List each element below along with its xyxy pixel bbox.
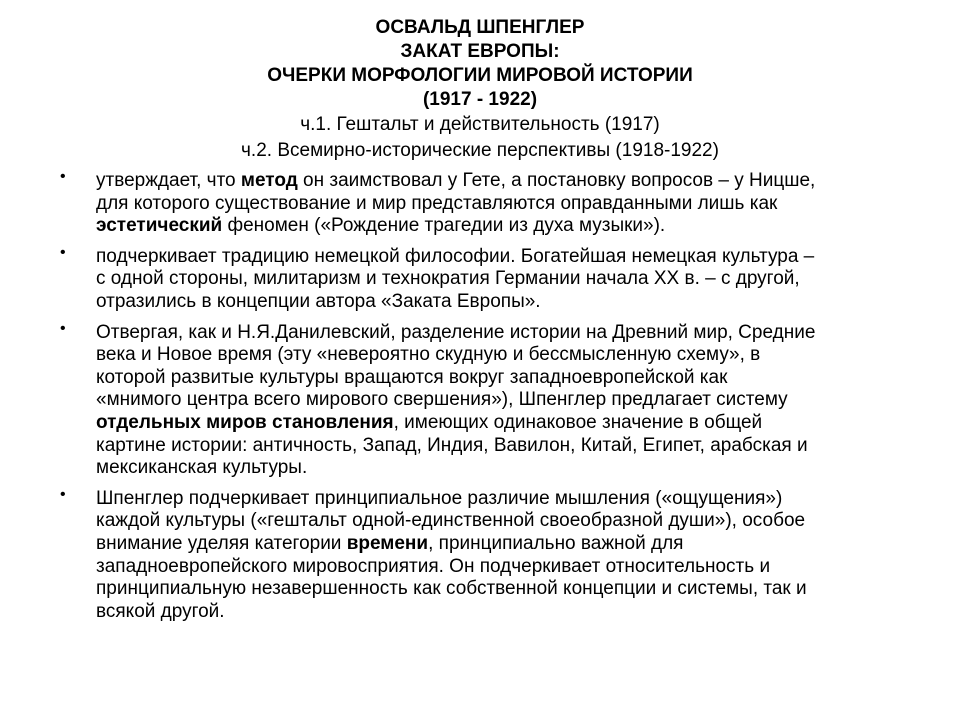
bold-term: времени [346,532,429,554]
bullet-text-line [96,435,910,458]
bullet-item [60,170,910,238]
bullet-dot-icon: • [60,485,66,503]
bullet-text-line [96,578,910,601]
bullet-list [60,170,910,631]
text-segment: картине истории: античность, Запад, Индия, Вавилон, Китай, Египет, арабская и [96,434,808,456]
text-segment: с одной стороны, милитаризм и технократия Германии начала XX в. – с другой, [96,268,800,290]
text-segment: феномен («Рождение трагедии из духа музыки»). [222,215,666,237]
bullet-text-line [96,193,910,216]
text-segment: которой развитые культуры вращаются вокруг западноевропейской как [96,366,728,388]
bullet-text-line [96,170,910,193]
text-segment: каждой культуры («гештальт одной-единственной своеобразной души»), особое [96,510,806,532]
bullet-text-line [96,601,910,624]
text-segment: , принципиально важной для [428,532,684,554]
text-segment: внимание уделяя категории [96,532,347,554]
text-segment: утверждает, что [96,170,241,191]
bullet-item [60,485,910,624]
bullet-text-line [96,344,910,367]
bold-term: отдельных миров становления [96,411,394,433]
bullet-item [60,319,910,480]
text-segment: он заимствовал у Гете, а постановку вопросов – у Ницше, [297,170,816,191]
text-segment: всякой другой. [96,600,225,622]
bullet-text-line [96,556,910,579]
text-segment: Отвергая, как и Н.Я.Данилевский, разделение истории на Древний мир, Средние [96,321,816,343]
bullet-dot-icon: • [60,243,66,261]
bullet-text-line [96,291,910,314]
text-segment: века и Новое время (эту «невероятно скудную и бессмысленную схему», в [96,344,761,366]
bullet-text-line [96,215,910,238]
bullet-item [60,243,910,314]
title-block [0,16,960,164]
bullet-text-line [96,457,910,480]
bullet-text-line [96,412,910,435]
text-segment: западноевропейского мировосприятия. Он подчеркивает относительность и [96,555,771,577]
text-segment: «мнимого центра всего мирового свершения»), Шпенглер предлагает систему [96,389,788,411]
title-part1: ч.1. Гештальт и действительность (1917) [300,114,660,135]
text-segment: отразились в концепции автора «Заката Европы». [96,290,541,312]
text-segment: подчеркивает традицию немецкой философии. Богатейшая немецкая культура – [96,245,815,267]
bold-term: эстетический [96,215,223,237]
bullet-text-line [96,246,910,269]
bullet-text-line [96,533,910,556]
bold-term: метод [240,170,298,191]
title-author: ОСВАЛЬД ШПЕНГЛЕР [375,17,585,38]
bullet-dot-icon: • [60,319,66,337]
bullet-text-line [96,510,910,533]
bullet-text-line [96,389,910,412]
bullet-text-line [96,367,910,390]
title-book: ЗАКАТ ЕВРОПЫ: [400,41,560,62]
bullet-text-line [96,322,910,345]
bullet-dot-icon: • [60,168,66,185]
text-segment: мексиканская культуры. [96,457,308,479]
text-segment: принципиальную незавершенность как собственной концепции и системы, так и [96,578,807,600]
text-segment: , имеющих одинаковое значение в общей [393,411,763,433]
bullet-text-line [96,268,910,291]
text-segment: Шпенглер подчеркивает принципиальное различие мышления («ощущения») [96,487,783,509]
title-part2: ч.2. Всемирно-исторические перспективы (1918-1922) [241,140,719,161]
text-segment: для которого существование и мир представляются оправданными лишь как [96,192,778,214]
title-years: (1917 - 1922) [422,89,538,110]
bullet-text-line [96,488,910,511]
title-subtitle: ОЧЕРКИ МОРФОЛОГИИ МИРОВОЙ ИСТОРИИ [267,65,693,86]
